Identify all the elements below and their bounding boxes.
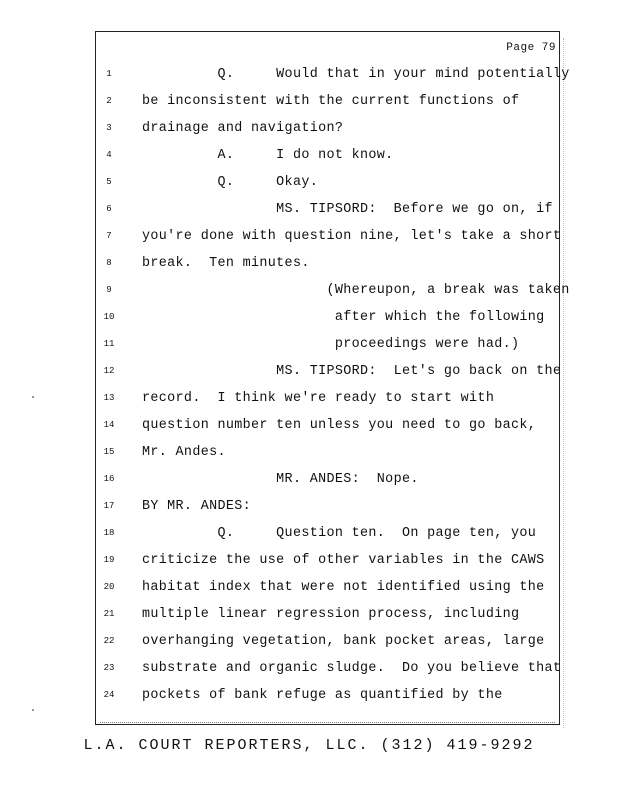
line-text: (Whereupon, a break was taken	[142, 283, 570, 298]
transcript-line	[95, 499, 560, 525]
line-text: Q. Question ten. On page ten, you	[142, 526, 537, 541]
line-text: overhanging vegetation, bank pocket areas, large	[142, 634, 545, 649]
line-text: habitat index that were not identified using the	[142, 580, 545, 595]
line-number: 1	[106, 69, 112, 79]
line-text: criticize the use of other variables in the CAWS	[142, 553, 545, 568]
line-number: 14	[103, 420, 115, 430]
transcript-line	[95, 661, 560, 687]
line-number: 4	[106, 150, 112, 160]
transcript-line	[95, 175, 560, 201]
line-text: substrate and organic sludge. Do you believe that	[142, 661, 562, 676]
line-text: multiple linear regression process, including	[142, 607, 520, 622]
transcript-line	[95, 553, 560, 579]
transcript-line	[95, 472, 560, 498]
transcript-line	[95, 202, 560, 228]
transcript-line	[95, 634, 560, 660]
transcript-line	[95, 310, 560, 336]
transcript-line	[95, 391, 560, 417]
line-text: be inconsistent with the current functions of	[142, 94, 520, 109]
line-number: 23	[103, 663, 115, 673]
line-number: 18	[103, 528, 115, 538]
line-number: 3	[106, 123, 112, 133]
line-number: 5	[106, 177, 112, 187]
line-text: MS. TIPSORD: Let's go back on the	[142, 364, 562, 379]
transcript-line	[95, 607, 560, 633]
transcript-line	[95, 364, 560, 390]
line-text: you're done with question nine, let's take a short	[142, 229, 562, 244]
line-number: 10	[103, 312, 115, 322]
transcript-line	[95, 94, 560, 120]
margin-dotted-line	[563, 38, 564, 728]
line-text: MS. TIPSORD: Before we go on, if	[142, 202, 553, 217]
line-text: after which the following	[142, 310, 545, 325]
line-number: 9	[106, 285, 112, 295]
transcript-line	[95, 148, 560, 174]
footer-reporter: L.A. COURT REPORTERS, LLC. (312) 419-9292	[83, 737, 535, 754]
line-text: Mr. Andes.	[142, 445, 226, 460]
line-number: 21	[103, 609, 115, 619]
line-number: 12	[103, 366, 115, 376]
line-text: BY MR. ANDES:	[142, 499, 252, 514]
line-number: 11	[103, 339, 115, 349]
line-number: 15	[103, 447, 115, 457]
line-number: 17	[103, 501, 115, 511]
transcript-line	[95, 67, 570, 93]
transcript-line	[95, 283, 570, 309]
transcript-line	[95, 256, 560, 282]
line-number: 24	[103, 690, 115, 700]
line-number: 22	[103, 636, 115, 646]
transcript-line	[95, 418, 560, 444]
transcript-line	[95, 445, 560, 471]
transcript-line	[95, 121, 560, 147]
transcript-line	[95, 580, 560, 606]
scan-speck	[32, 709, 34, 711]
line-number: 19	[103, 555, 115, 565]
line-text: question number ten unless you need to go back,	[142, 418, 537, 433]
line-text: MR. ANDES: Nope.	[142, 472, 419, 487]
line-number: 20	[103, 582, 115, 592]
line-number: 8	[106, 258, 112, 268]
line-text: break. Ten minutes.	[142, 256, 310, 271]
line-number: 7	[106, 231, 112, 241]
scan-speck	[32, 396, 34, 398]
transcript-line	[95, 688, 560, 714]
transcript-line	[95, 337, 560, 363]
line-number: 16	[103, 474, 115, 484]
line-text: proceedings were had.)	[142, 337, 520, 352]
line-text: Q. Okay.	[142, 175, 319, 190]
transcript-line	[95, 526, 560, 552]
line-text: Q. Would that in your mind potentially	[142, 67, 570, 82]
line-text: record. I think we're ready to start with	[142, 391, 495, 406]
line-number: 13	[103, 393, 115, 403]
transcript-line	[95, 229, 560, 255]
line-number: 6	[106, 204, 112, 214]
bottom-rule	[100, 722, 555, 723]
line-text: pockets of bank refuge as quantified by the	[142, 688, 503, 703]
page-number: Page 79	[506, 42, 556, 54]
line-text: drainage and navigation?	[142, 121, 344, 136]
line-number: 2	[106, 96, 112, 106]
line-text: A. I do not know.	[142, 148, 394, 163]
